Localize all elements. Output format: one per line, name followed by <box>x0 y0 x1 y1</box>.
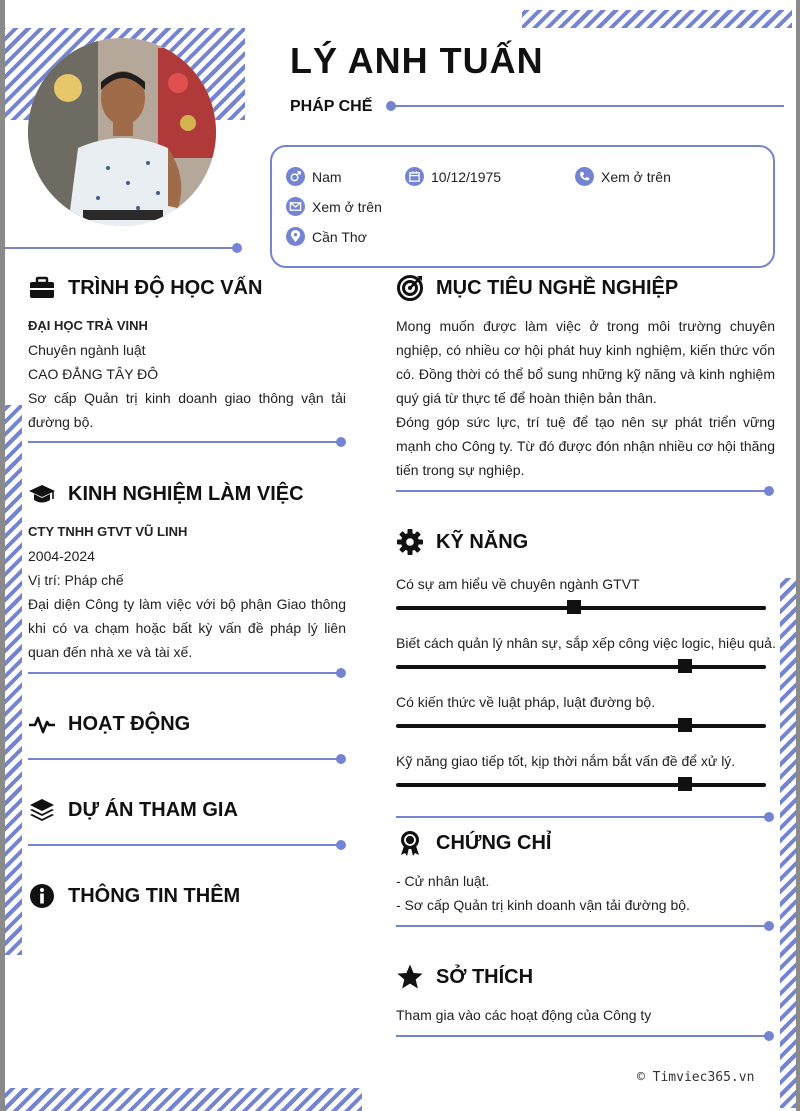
calendar-icon <box>405 167 424 186</box>
skill-level-knob <box>678 718 692 732</box>
experience-heading <box>28 480 304 508</box>
phone-value: Xem ở trên <box>601 168 671 185</box>
education-divider-dot <box>336 437 346 447</box>
stripe-left-mid <box>5 405 22 955</box>
certificates-divider-dot <box>764 921 774 931</box>
skills-title: KỸ NĂNG <box>436 530 529 553</box>
pulse-icon <box>28 710 56 738</box>
gear-icon <box>396 528 424 556</box>
gender-icon <box>286 167 305 186</box>
experience-title: KINH NGHIỆM LÀM VIỆC <box>68 482 304 505</box>
skill-level-knob <box>678 777 692 791</box>
experience-divider-dot <box>336 668 346 678</box>
email-info <box>286 197 382 216</box>
objective-heading <box>396 274 678 302</box>
skills-heading <box>396 528 528 556</box>
job-title: PHÁP CHẾ <box>290 98 373 115</box>
education-heading <box>28 274 262 302</box>
more-info-heading <box>28 882 240 910</box>
projects-title: DỰ ÁN THAM GIA <box>68 798 238 821</box>
skill-label: Kỹ năng giao tiếp tốt, kịp thời nắm bắt vấn đề để xử lý. <box>396 753 736 769</box>
objective-divider-dot <box>764 486 774 496</box>
page-edge-right <box>796 0 800 1111</box>
address-info <box>286 227 367 246</box>
education-school: ĐẠI HỌC TRÀ VINH <box>28 318 148 333</box>
objective-divider <box>396 490 768 492</box>
education-school-2: CAO ĐẲNG TÂY ĐÔ <box>28 366 159 382</box>
hobbies-heading <box>396 963 533 991</box>
briefcase-icon <box>28 274 56 302</box>
footer-watermark: © Timviec365.vn <box>637 1070 755 1085</box>
gender-info <box>286 167 342 186</box>
avatar-divider <box>5 247 235 249</box>
more-info-title: THÔNG TIN THÊM <box>68 884 241 907</box>
email-icon <box>286 197 305 216</box>
candidate-name: LÝ ANH TUẤN <box>290 40 544 81</box>
education-major: Chuyên ngành luật <box>28 342 146 358</box>
hobbies-title: SỞ THÍCH <box>436 965 534 988</box>
target-icon <box>396 274 424 302</box>
activities-divider <box>28 758 340 760</box>
projects-divider-dot <box>336 840 346 850</box>
hobbies-divider-dot <box>764 1031 774 1041</box>
activities-divider-dot <box>336 754 346 764</box>
phone-info <box>575 167 671 186</box>
avatar <box>28 38 216 226</box>
skill-level-knob <box>567 600 581 614</box>
objective-paragraph-1: Mong muốn được làm việc ở trong môi trường chuyên nghiệp, có nhiều cơ hội phát huy kinh nghiệm, kiến thức vốn có. Đồng thời có thể bổ sung những kỹ năng và kinh nghiệm quý giá từ thực tế để hoàn thiện bản thân. <box>396 318 775 406</box>
objective-paragraph-2: Đóng góp sức lực, trí tuệ để tạo nên sự phát triển vững mạnh cho Công ty. Từ đó được đón nhận nhiều cơ hội thăng tiến trong sự nghiệp. <box>396 414 775 478</box>
experience-position: Vị trí: Pháp chế <box>28 572 124 588</box>
education-desc: Sơ cấp Quản trị kinh doanh giao thông vận tải đường bộ. <box>28 390 346 430</box>
email-value: Xem ở trên <box>312 198 382 215</box>
education-divider <box>28 441 340 443</box>
stripe-right-mid <box>780 578 796 1108</box>
layers-icon <box>28 796 56 824</box>
gender-value: Nam <box>312 168 342 185</box>
skill-level-knob <box>678 659 692 673</box>
skill-label: Có sự am hiểu về chuyên ngành GTVT <box>396 576 640 592</box>
education-title: TRÌNH ĐỘ HỌC VẤN <box>68 276 263 299</box>
experience-desc: Đại diện Công ty làm việc với bộ phận Giao thông khi có va chạm hoặc bất kỳ vấn đề pháp lý liên quan đến nhà xe và tài xế. <box>28 596 346 660</box>
hobbies-text: Tham gia vào các hoạt động của Công ty <box>396 1007 652 1023</box>
award-icon <box>396 829 424 857</box>
phone-icon <box>575 167 594 186</box>
birthday-info <box>405 167 501 186</box>
activities-heading <box>28 710 190 738</box>
skill-level-track <box>396 724 766 728</box>
star-icon <box>396 963 424 991</box>
certificate-item: - Sơ cấp Quản trị kinh doanh vận tải đường bộ. <box>396 897 690 913</box>
certificates-heading <box>396 829 551 857</box>
location-icon <box>286 227 305 246</box>
info-icon <box>28 882 56 910</box>
activities-title: HOẠT ĐỘNG <box>68 712 191 735</box>
skill-level-track <box>396 606 766 610</box>
skills-divider-dot <box>764 812 774 822</box>
projects-divider <box>28 844 340 846</box>
skills-divider <box>396 816 768 818</box>
address-value: Cần Thơ <box>312 228 367 245</box>
avatar-divider-dot <box>232 243 242 253</box>
experience-company: CTY TNHH GTVT VŨ LINH <box>28 524 188 539</box>
hobbies-divider <box>396 1035 768 1037</box>
skill-label: Biết cách quản lý nhân sự, sắp xếp công việc logic, hiệu quả. <box>396 635 776 651</box>
skill-level-track <box>396 665 766 669</box>
graduation-cap-icon <box>28 480 56 508</box>
certificates-divider <box>396 925 768 927</box>
stripe-top-right <box>522 10 792 28</box>
projects-heading <box>28 796 238 824</box>
certificates-title: CHỨNG CHỈ <box>436 831 552 854</box>
page-edge-left <box>0 0 5 1111</box>
objective-title: MỤC TIÊU NGHỀ NGHIỆP <box>436 276 679 299</box>
job-title-line <box>392 105 784 107</box>
experience-period: 2004-2024 <box>28 548 95 564</box>
skill-label: Có kiến thức về luật pháp, luật đường bộ. <box>396 694 656 710</box>
skill-level-track <box>396 783 766 787</box>
experience-divider <box>28 672 340 674</box>
certificate-item: - Cử nhân luật. <box>396 873 490 889</box>
stripe-bottom-left <box>5 1088 362 1111</box>
birthday-value: 10/12/1975 <box>431 168 502 185</box>
